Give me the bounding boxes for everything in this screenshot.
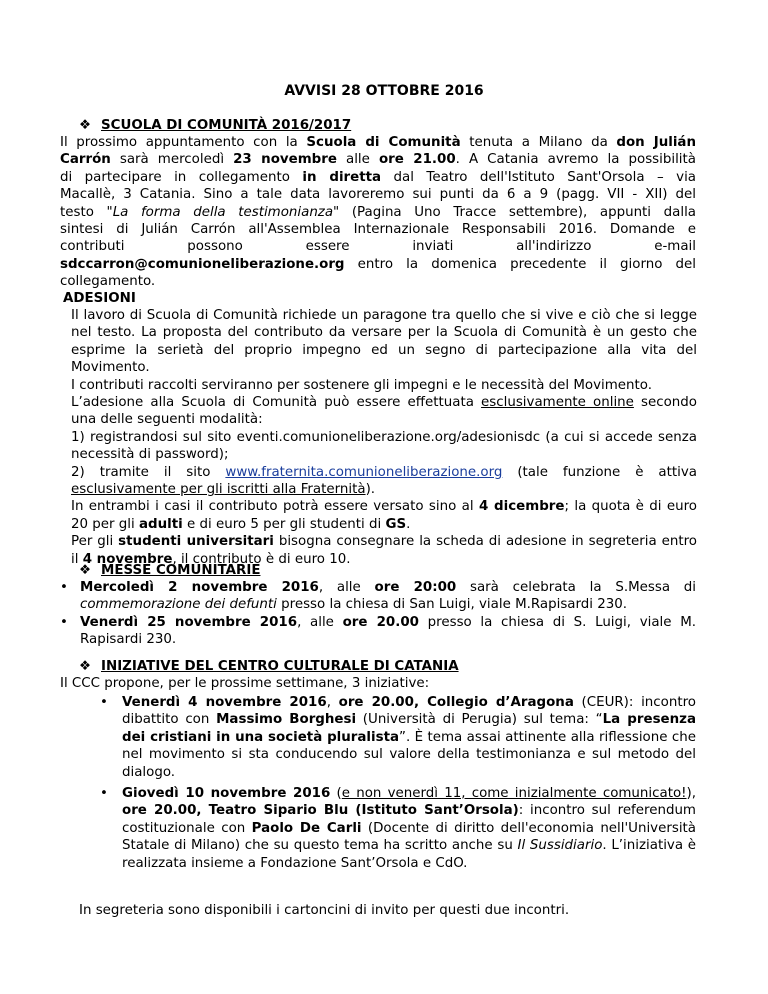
- bullet-dot-icon: •: [100, 786, 108, 802]
- document-title: AVVISI 28 OTTOBRE 2016: [284, 83, 484, 99]
- list-item: • Mercoledì 2 novembre 2016, alle ore 20:00 sarà celebrata la S.Messa di commemorazione dei defunti presso la chiesa di San Luigi, viale M.Rapisardi 230.: [60, 580, 697, 613]
- section-heading-iniziative: ❖ INIZIATIVE DEL CENTRO CULTURALE DI CATANIA: [79, 659, 459, 674]
- section-heading-messe: ❖ MESSE COMUNITARIE: [79, 563, 261, 578]
- iniziative-closing: In segreteria sono disponibili i cartoncini di invito per questi due incontri.: [79, 903, 570, 918]
- bullet-dot-icon: •: [60, 580, 68, 595]
- fraternita-link[interactable]: www.fraternita.comunioneliberazione.org: [225, 464, 503, 480]
- bullet-dot-icon: •: [100, 695, 108, 710]
- diamond-bullet-icon: ❖: [79, 118, 92, 133]
- iniziative-intro: Il CCC propone, per le prossime settimane, 3 iniziative:: [60, 676, 430, 691]
- bullet-dot-icon: •: [60, 614, 68, 630]
- list-item: • Venerdì 25 novembre 2016, alle ore 20.00 presso la chiesa di S. Luigi, viale M. Rapisardi 230.: [60, 614, 697, 648]
- diamond-bullet-icon: ❖: [79, 659, 92, 674]
- section-body-scuola: Il prossimo appuntamento con la Scuola di Comunità tenuta a Milano da don Julián Carrón sarà mercoledì 23 novembre alle ore 21.00. A Catania avremo la possibilità di partecipare in collegamento in diretta dal Teatro dell'Istituto Sant'Orsola – via Macallè, 3 Catania. Sino a tale data lavoreremo sui punti da 6 a 9 (pagg. VII - XII) del testo "La forma della testimonianza" (Pagina Uno Tracce settembre), appunti dalla sintesi di Julián Carrón all'Assemblea Internazionale Responsabili 2016. Domande e contributi possono essere inviati all'indirizzo e-mail sdccarron@comunioneliberazione.org entro la domenica precedente il giorno del collegamento.: [60, 135, 697, 290]
- iniziative-list: [100, 694, 696, 872]
- section-body-adesioni: Il lavoro di Scuola di Comunità richiede un paragone tra quello che si vive e ciò che si legge nel testo. La proposta del contributo da versare per la Scuola di Comunità è un gesto che esprime la serietà del proprio impegno ed un segno di partecipazione alla vita del Movimento. I contributi raccolti serviranno per sostenere gli impegni e le necessità del Movimento. L’adesione alla Scuola di Comunità può essere effettuata esclusivamente online secondo una delle seguenti modalità: 1) registrandosi sul sito eventi.comunioneliberazione.org/adesionisdc (a cui si accede senza necessità di password); 2) tramite il sito www.fraternita.comunioneliberazione.org (tale funzione è attiva esclusivamente per gli iscritti alla Fraternità). In entrambi i casi il contributo potrà essere versato sino al 4 dicembre; la quota è di euro 20 per gli adulti e di euro 5 per gli studenti di GS. Per gli studenti universitari bisogna consegnare la scheda di adesione in segreteria entro il 4 novembre, il contributo è di euro 10.: [71, 308, 697, 567]
- section-heading-scuola: ❖ SCUOLA DI COMUNITÀ 2016/2017: [79, 118, 352, 133]
- list-item: • Venerdì 4 novembre 2016, ore 20.00, Collegio d’Aragona (CEUR): incontro dibattito con Massimo Borghesi (Università di Perugia) sul tema: “La presenza dei cristiani in una società pluralista”. È tema assai attinente alla riflessione che nel movimento si sta conducendo sul valore della testimonianza e sul metodo del dialogo.: [100, 695, 696, 780]
- messe-list: [60, 579, 696, 649]
- list-item: • Giovedì 10 novembre 2016 (e non venerdì 11, come inizialmente comunicato!), ore 20.00, Teatro Sipario Blu (Istituto Sant’Orsola): incontro sul referendum costituzionale con Paolo De Carli (Docente di diritto dell'economia nell'Università Statale di Milano) che su questo tema ha scritto anche su Il Sussidiario. L’iniziativa è realizzata insieme a Fondazione Sant’Orsola e CdO.: [100, 786, 696, 871]
- diamond-bullet-icon: ❖: [79, 563, 92, 578]
- section-heading-adesioni: ADESIONI: [63, 291, 136, 306]
